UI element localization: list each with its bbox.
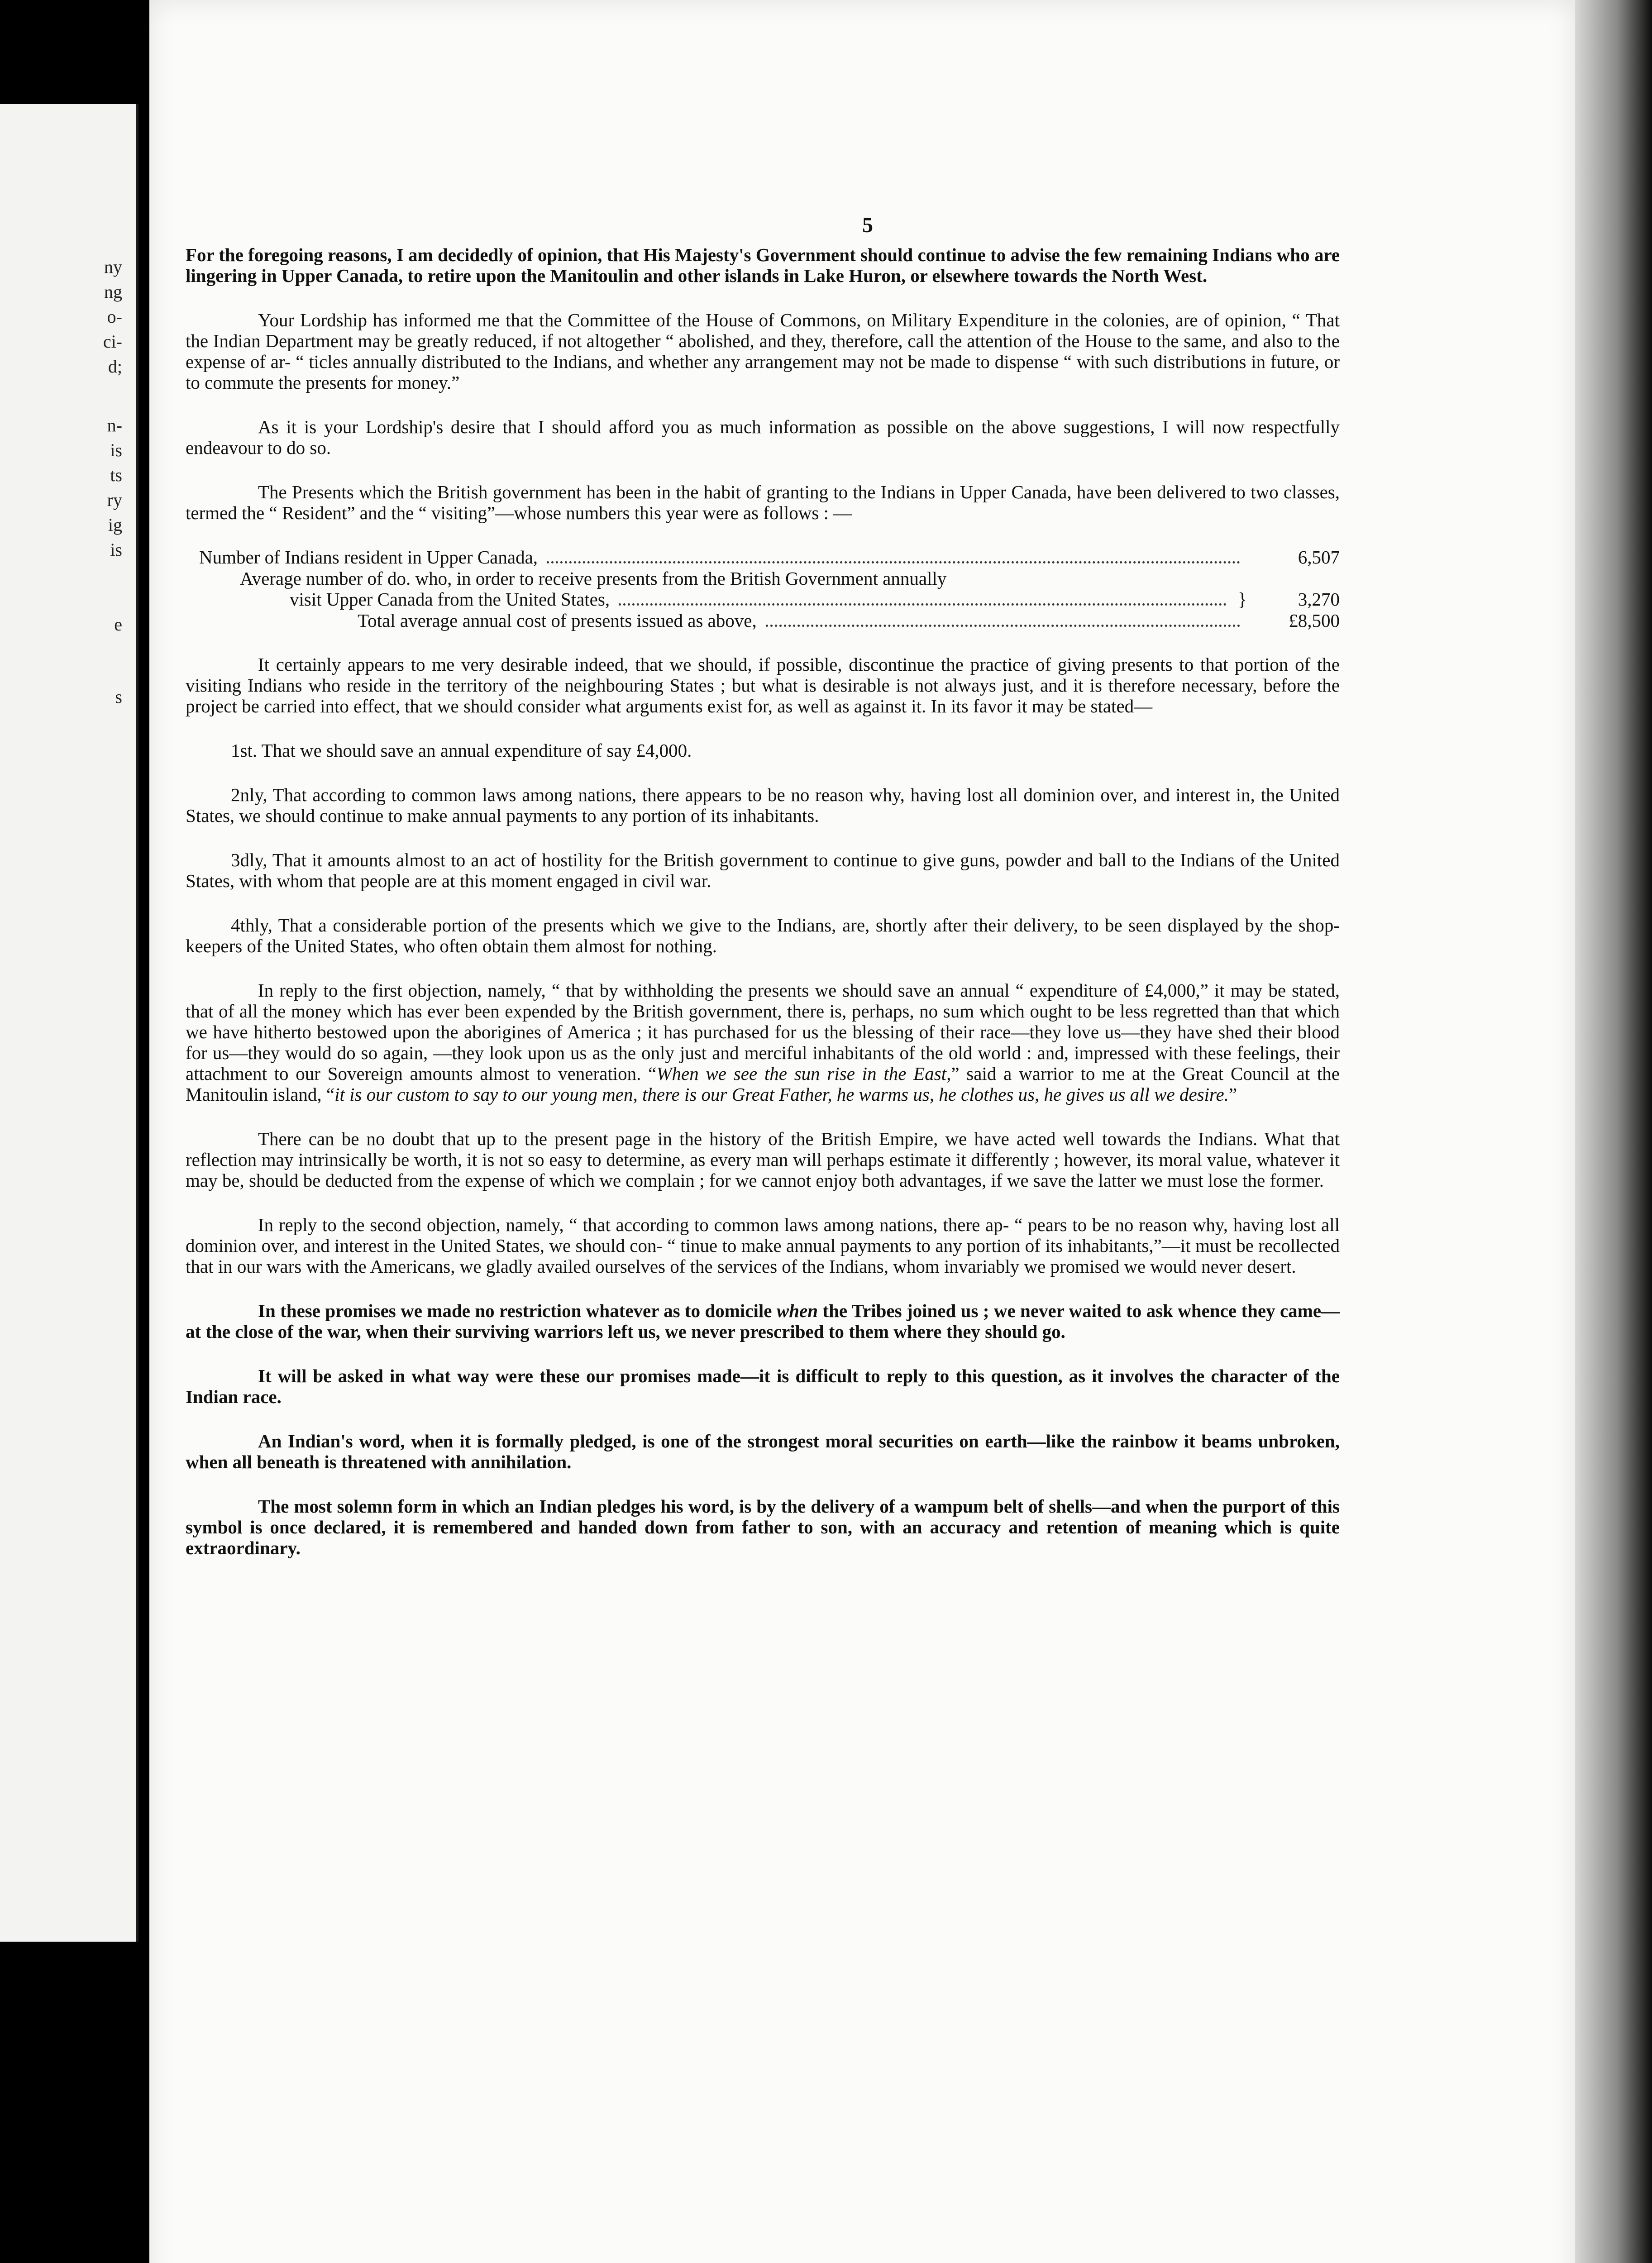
- reply-first-end: ”: [1228, 1084, 1237, 1105]
- objection-second: 2nly, That according to common laws among nations, there appears to be no reason why, having lost all dominion over, and interest in, the United States, we should continue to make annual payments to any portion of its inhabitants.: [186, 784, 1340, 826]
- paragraph-committee: Your Lordship has informed me that the Committee of the House of Commons, on Military Expenditure in the colonies, are of opinion, “ That the Indian Department may be greatly reduced, if not altogether “ abolished, and they, therefore, call the attention of the House to the same, and also to the expense of ar- “ ticles annually distributed to the Indians, and whether any arrangement may not be made to dispense “ with such distributions in future, or to commute the presents for money.”: [186, 310, 1340, 393]
- fragment-line: ts: [110, 465, 122, 485]
- reply-first-text: In reply to the first objection, namely, “ that by withholding the presents we should save an annual “ expenditure of £4,000,” it may be stated, that of all the money which has ever been expended by the British government, there is, perhaps, no sum which ought to be less regretted than that which we have hitherto bestowed upon the aborigines of America ; it has purchased for us the blessing of their race—they love us—they have shed their blood for us—they would do so again, —they look upon us as the only just and merciful inhabitants of the old world : and, impressed with these feelings, their attachment to our Sovereign amounts almost to veneration. “: [186, 980, 1340, 1084]
- paragraph-reply-first: [186, 980, 1340, 1105]
- page-number: 5: [862, 213, 873, 237]
- scan-shadow-right: [1575, 0, 1652, 2263]
- paragraph-promises: [186, 1300, 1340, 1342]
- distribution-row-visiting-2: [186, 589, 1340, 610]
- paragraph-desirable: It certainly appears to me very desirable indeed, that we should, if possible, discontinue the practice of giving presents to that portion of the visiting Indians who reside in the territory of the neighbouring States ; but what is desirable is not always just, and it is therefore necessary, before the project be carried into effect, that we should consider what arguments exist for, as well as against it. In its favor it may be stated—: [186, 654, 1340, 716]
- distribution-table: [186, 547, 1340, 631]
- fragment-line: ny: [104, 257, 122, 277]
- distribution-row-cost: [186, 610, 1340, 631]
- promises-text-b: the Tribes joined us ; we never waited to ask whence they came—at the close of the war, when their surviving warriors left us, we never prescribed to them where they should go.: [186, 1300, 1340, 1342]
- paragraph-presents: The Presents which the British government has been in the habit of granting to the Indians in Upper Canada, have been delivered to two classes, termed the “ Resident” and the “ visiting”—whose numbers this year were as follows : —: [186, 482, 1340, 523]
- cost-value: £8,500: [1289, 610, 1340, 631]
- distribution-row-visiting-1: [186, 568, 1340, 589]
- cost-label: Total average annual cost of presents issued as above,: [358, 610, 757, 631]
- resident-label: Number of Indians resident in Upper Canada,: [199, 547, 538, 568]
- brace-icon: }: [1238, 589, 1247, 610]
- paragraph-question: It will be asked in what way were these our promises made—it is difficult to reply to this question, as it involves the character of the Indian race.: [186, 1365, 1340, 1407]
- fragment-line: o-: [107, 306, 122, 327]
- visiting-value: 3,270: [1298, 589, 1340, 610]
- warrior-quote-2: it is our custom to say to our young men, there is our Great Father, he warms us, he clothes us, he gives us all we desire.: [334, 1084, 1229, 1105]
- visiting-label-2: visit Upper Canada from the United States,: [290, 589, 610, 610]
- promises-text-a: In these promises we made no restriction whatever as to domicile: [258, 1300, 772, 1321]
- dot-leader: [547, 561, 1240, 563]
- dot-leader: [619, 603, 1227, 606]
- fragment-line: s: [115, 687, 122, 707]
- paragraph-lordship-desire: As it is your Lordship's desire that I should afford you as much information as possible on the above suggestions, I will now respectfully endeavour to do so.: [186, 416, 1340, 458]
- paragraph-wampum: The most solemn form in which an Indian pledges his word, is by the delivery of a wampum belt of shells—and when the purport of this symbol is once declared, it is remembered and handed down from father to son, with an accuracy and retention of meaning which is quite extraordinary.: [186, 1496, 1340, 1558]
- fragment-line: ng: [104, 282, 122, 302]
- fragment-line: ig: [108, 515, 122, 535]
- objection-third: 3dly, That it amounts almost to an act of hostility for the British government to continue to give guns, powder and ball to the Indians of the United States, with whom that people are at this moment engaged in civil war.: [186, 850, 1340, 891]
- promises-emphasis: when: [776, 1300, 818, 1321]
- page-body: [186, 244, 1340, 1582]
- fragment-line: is: [110, 539, 122, 560]
- resident-value: 6,507: [1298, 547, 1340, 568]
- adjacent-page-fragment: [0, 104, 138, 1942]
- warrior-quote-1: When we see the sun rise in the East,: [656, 1063, 951, 1084]
- fragment-line: n-: [107, 415, 122, 435]
- visiting-label-1: Average number of do. who, in order to receive presents from the British Government annually: [240, 568, 947, 589]
- fragment-line: ry: [107, 490, 122, 510]
- paragraph-reply-second: In reply to the second objection, namely, “ that according to common laws among nations, there ap- “ pears to be no reason why, having lost all dominion over, and interest in the United States, we should con- “ tinue to make annual payments to any portion of its inhabitants,”—it must be recollected that in our wars with the Americans, we gladly availed ourselves of the services of the Indians, whom invariably we promised we would never desert.: [186, 1214, 1340, 1277]
- fragment-line: e: [114, 614, 122, 635]
- fragment-line: d;: [108, 356, 122, 377]
- distribution-row-resident: [186, 547, 1340, 568]
- paragraph-conclusion: For the foregoing reasons, I am decidedly of opinion, that His Majesty's Government should continue to advise the few remaining Indians who are lingering in Upper Canada, to retire upon the Manitoulin and other islands in Lake Huron, or elsewhere towards the North West.: [186, 244, 1340, 286]
- reply-first-middle: ” said a warrior to me at the Great Council at the Manitoulin island, “: [186, 1063, 1340, 1105]
- dot-leader: [766, 625, 1240, 627]
- paragraph-history: There can be no doubt that up to the present page in the history of the British Empire, we have acted well towards the Indians. What that reflection may intrinsically be worth, it is not so easy to determine, as every man will perhaps estimate it differently ; however, its moral value, whatever it may be, should be deducted from the expense of which we complain ; for we cannot enjoy both advantages, if we save the latter we must lose the former.: [186, 1128, 1340, 1191]
- paragraph-indian-word: An Indian's word, when it is formally pledged, is one of the strongest moral securities on earth—like the rainbow it beams unbroken, when all beneath is threatened with annihilation.: [186, 1431, 1340, 1472]
- objection-fourth: 4thly, That a considerable portion of the presents which we give to the Indians, are, shortly after their delivery, to be seen displayed by the shop-keepers of the United States, who often obtain them almost for nothing.: [186, 915, 1340, 956]
- objection-first: 1st. That we should save an annual expenditure of say £4,000.: [231, 740, 692, 761]
- fragment-line: ci-: [103, 331, 122, 352]
- fragment-line: is: [110, 440, 122, 460]
